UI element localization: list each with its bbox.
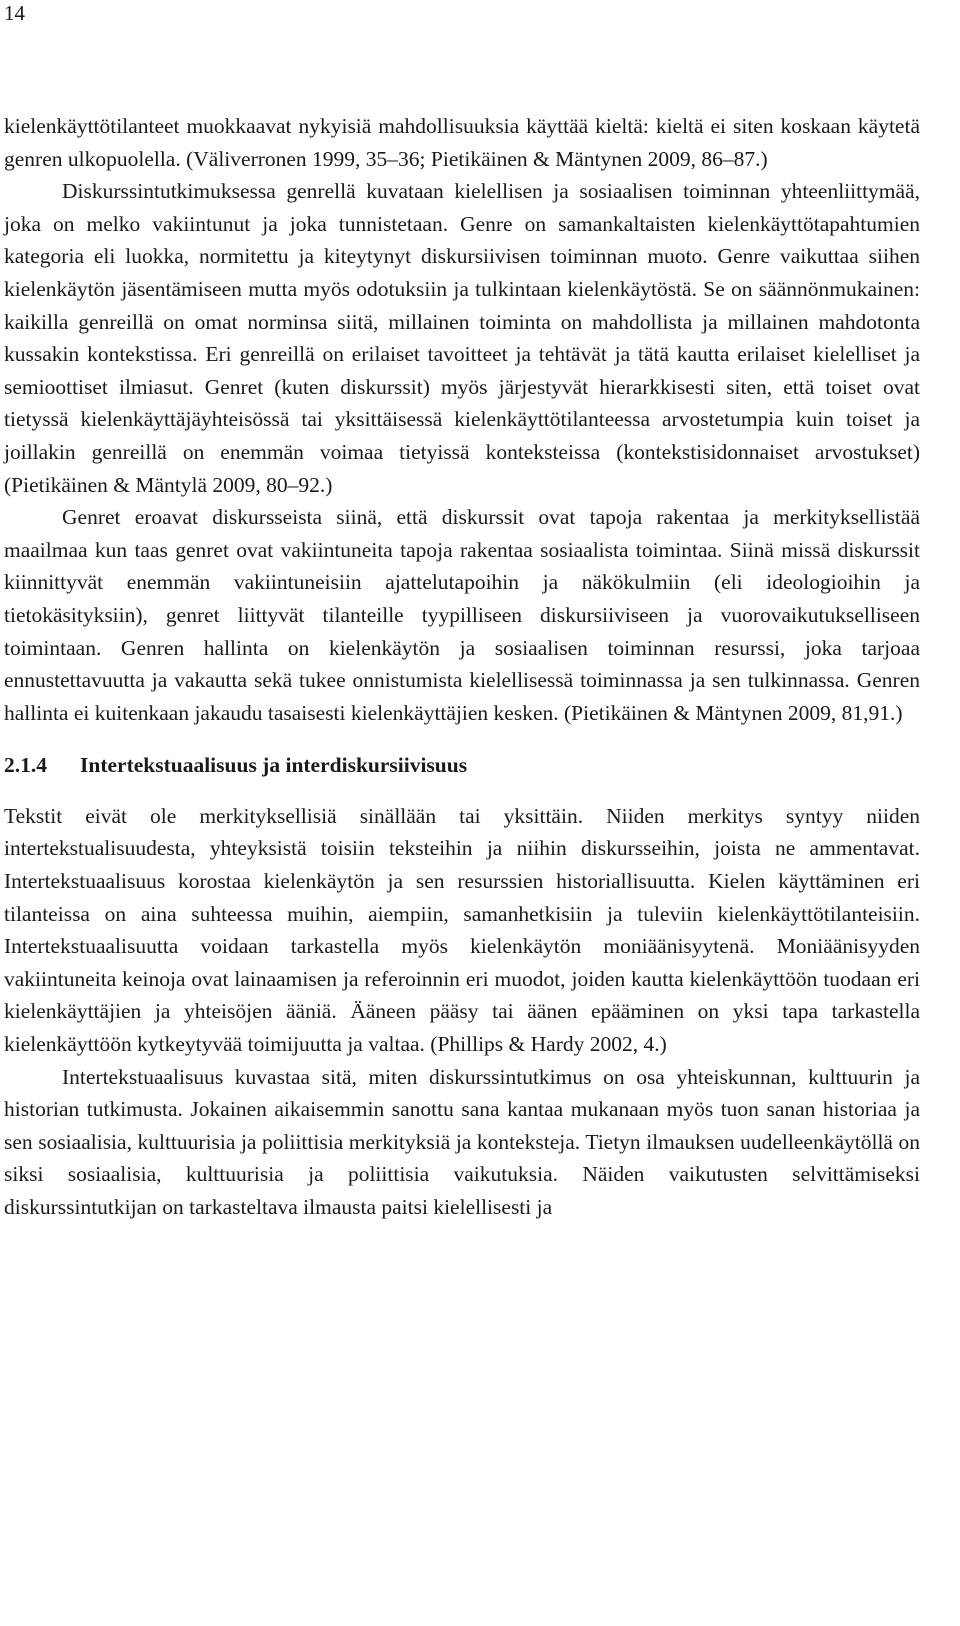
document-body xyxy=(4,110,920,1224)
page-number: 14 xyxy=(4,1,25,25)
section-title: Intertekstuaalisuus ja interdiskursiivisuus xyxy=(80,753,468,778)
section-number: 2.1.4 xyxy=(4,753,47,778)
paragraph: Intertekstuaalisuus kuvastaa sitä, miten diskurssintutkimus on osa yhteiskunnan, kulttuurin ja historian tutkimusta. Jokainen aikaisemmin sanottu sana kantaa mukanaan myös tuon sanan historiaa ja sen sosiaalisia, kulttuurisia ja poliittisia merkityksiä ja konteksteja. Tietyn ilmauksen uudelleenkäytöllä on siksi sosiaalisia, kulttuurisia ja poliittisia vaikutuksia. Näiden vaikutusten selvittämiseksi diskurssintutkijan on tarkasteltava ilmausta paitsi kielellisesti ja xyxy=(4,1064,920,1219)
paragraph: Genret eroavat diskursseista siinä, että diskurssit ovat tapoja rakentaa ja merkityksellistää maailmaa kun taas genret ovat vakiintuneita tapoja rakentaa sosiaalista toimintaa. Siinä missä diskurssit kiinnittyvät enemmän vakiintuneisiin ajattelutapoihin ja näkökulmiin (eli ideologioihin ja tietokäsityksiin), genret liittyvät tilanteille tyypilliseen diskursiiviseen ja vuorovaikutukselliseen toimintaan. Genren hallinta on kielenkäytön ja sosiaalisen toiminnan resurssi, joka tarjoaa ennustettavuutta ja vakautta sekä tukee onnistumista kielellisessä toiminnassa ja sen tulkinnassa. Genren hallinta ei kuitenkaan jakaudu tasaisesti kielenkäyttäjien kesken. (Pietikäinen & Mäntynen 2009, 81,91.) xyxy=(4,505,920,725)
section-heading xyxy=(4,749,920,782)
paragraph: Diskurssintutkimuksessa genrellä kuvataan kielellisen ja sosiaalisen toiminnan yhteenliittymää, joka on melko vakiintunut ja joka tunnistetaan. Genre on samankaltaisten kielenkäyttötapahtumien kategoria eli luokka, normitettu ja kiteytynyt diskursiivisen toiminnan muoto. Genre vaikuttaa siihen kielenkäytön jäsentämiseen mutta myös odotuksiin ja tulkintaan kielenkäytöstä. Se on säännönmukainen: kaikilla genreillä on omat norminsa siitä, millainen toiminta on mahdollista ja millainen mahdotonta kussakin kontekstissa. Eri genreillä on erilaiset tavoitteet ja tehtävät ja tätä kautta erilaiset kielelliset ja semioottiset ilmiasut. Genret (kuten diskurssit) myös järjestyvät hierarkkisesti siten, että toiset ovat tietyssä kielenkäyttäjäyhteisössä tai yksittäisessä kielenkäyttötilanteessa arvostetumpia kuin toiset ja joillakin genreillä on enemmän voimaa tietyissä konteksteissa (kontekstisidonnaiset arvostukset) (Pietikäinen & Mäntylä 2009, 80–92.) xyxy=(4,179,920,497)
paragraph: Tekstit eivät ole merkityksellisiä sinällään tai yksittäin. Niiden merkitys syntyy niiden intertekstualisuudesta, yhteyksistä toisiin teksteihin ja niihin diskursseihin, joista ne ammentavat. Intertekstuaalisuus korostaa kielenkäytön ja sen resurssien historiallisuutta. Kielen käyttäminen eri tilanteissa on aina suhteessa muihin, aiempiin, samanhetkisiin ja tuleviin kielenkäyttötilanteisiin. Intertekstuaalisuutta voidaan tarkastella myös kielenkäytön moniäänisyytenä. Moniäänisyyden vakiintuneita keinoja ovat lainaamisen ja referoinnin eri muodot, joiden kautta kielenkäyttöön tuodaan eri kielenkäyttäjien ja yhteisöjen ääniä. Ääneen pääsy tai äänen epääminen on yksi tapa tarkastella kielenkäyttöön kytkeytyvää toimijuutta ja valtaa. (Phillips & Hardy 2002, 4.) xyxy=(4,803,920,1057)
paragraph: kielenkäyttötilanteet muokkaavat nykyisiä mahdollisuuksia käyttää kieltä: kieltä ei siten koskaan käytetä genren ulkopuolella. (Väliverronen 1999, 35–36; Pietikäinen & Mäntynen 2009, 86–87.) xyxy=(4,114,920,171)
